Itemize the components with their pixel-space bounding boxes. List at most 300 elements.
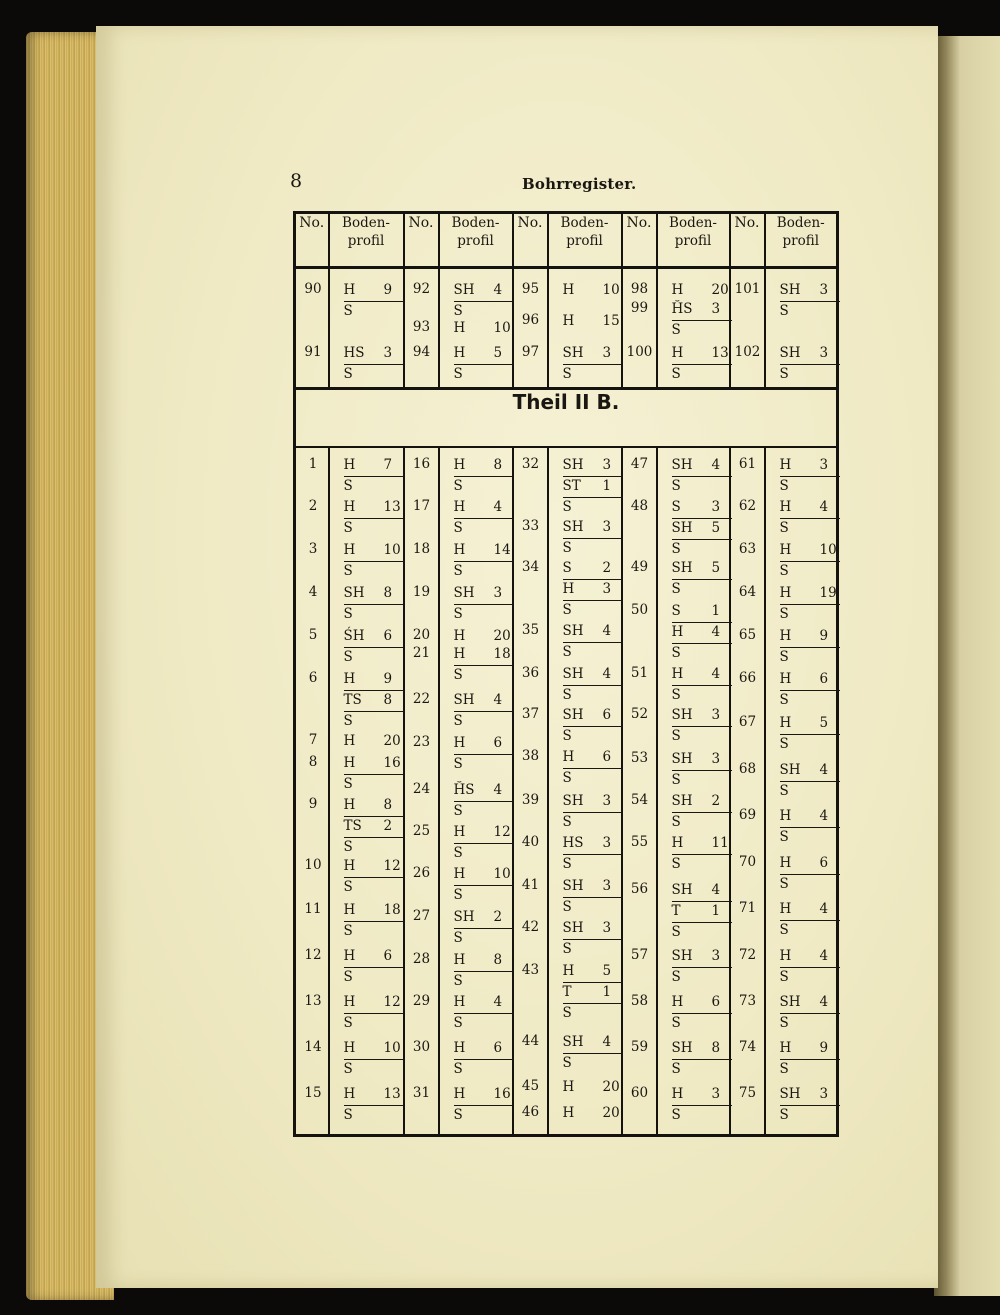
layer-depth: 3 [711, 751, 721, 767]
layer-depth: 9 [819, 628, 829, 644]
profile-layer [454, 971, 514, 991]
no-column-box [296, 448, 328, 1134]
layer-symbol: H [343, 1040, 356, 1056]
profile-layer [672, 726, 732, 746]
layer-symbol: H [562, 313, 575, 329]
layer-symbol: S [453, 478, 463, 494]
profile-layer [344, 1105, 404, 1125]
entry-number: 11 [304, 901, 322, 917]
layer-symbol: S [343, 649, 353, 665]
layer-symbol: TS [343, 692, 362, 708]
layer-depth: 3 [602, 457, 612, 473]
layer-symbol: H [453, 735, 466, 751]
profile-layer [454, 734, 514, 753]
layer-symbol: T [671, 903, 681, 919]
profile-column [657, 268, 730, 389]
layer-depth: 6 [493, 735, 503, 751]
entry-number: 63 [738, 541, 757, 557]
soil-profile-entry [454, 584, 514, 624]
no-column [513, 447, 548, 1136]
profile-layer [563, 642, 623, 662]
layer-depth: 10 [383, 542, 401, 558]
entry-number: 22 [412, 691, 431, 707]
layer-depth: 20 [711, 282, 729, 298]
profile-layer [344, 857, 404, 876]
soil-profile-entry [780, 456, 840, 496]
layer-depth: 9 [383, 671, 393, 687]
soil-profile-entry [454, 734, 514, 774]
profile-layer [672, 602, 732, 621]
layer-symbol: H̆S [671, 301, 693, 317]
layer-depth: 5 [602, 963, 612, 979]
layer-depth: 16 [493, 1086, 511, 1102]
bottom-block-row [295, 447, 838, 1136]
layer-symbol: SH [779, 345, 801, 361]
entry-number: 56 [630, 881, 649, 897]
header-profile-line1: Boden- [342, 215, 390, 231]
profile-layer [344, 1013, 404, 1033]
soil-profile-entry [454, 627, 514, 646]
soil-profile-entry [672, 456, 732, 496]
header-profile-line2: profil [347, 233, 385, 250]
layer-symbol: H [671, 1086, 684, 1102]
profile-column-box [330, 269, 403, 387]
profile-layer [563, 877, 623, 896]
entry-number: 64 [738, 584, 757, 600]
layer-symbol: S [671, 924, 681, 940]
layer-symbol: H [562, 581, 575, 597]
layer-symbol: SH [562, 666, 584, 682]
profile-layer [563, 281, 623, 300]
soil-profile-entry [454, 691, 514, 731]
layer-symbol: S [453, 973, 463, 989]
profile-layer [780, 344, 840, 363]
profile-layer [344, 816, 404, 836]
profile-layer [454, 711, 514, 731]
entry-number: 92 [412, 281, 431, 297]
profile-column-box [766, 448, 837, 1134]
profile-layer [780, 854, 840, 873]
soil-profile-entry [454, 541, 514, 581]
entry-number: 65 [738, 627, 757, 643]
profile-layer [344, 711, 404, 731]
layer-symbol: H [562, 1105, 575, 1121]
profile-layer [672, 1039, 732, 1058]
layer-symbol: S [562, 560, 572, 576]
profile-layer [563, 962, 623, 981]
entry-number: 30 [412, 1039, 431, 1055]
profile-layer [780, 734, 840, 754]
layer-symbol: S [671, 366, 681, 382]
profile-layer [454, 665, 514, 685]
profile-layer [672, 947, 732, 966]
header-no: No. [295, 213, 329, 268]
no-column-box [514, 448, 547, 1134]
profile-layer [454, 993, 514, 1012]
layer-depth: 6 [602, 749, 612, 765]
profile-layer [780, 561, 840, 581]
layer-symbol: H [343, 948, 356, 964]
layer-depth: 4 [493, 782, 503, 798]
soil-profile-entry [672, 498, 732, 559]
layer-symbol: S [779, 563, 789, 579]
profile-layer [454, 691, 514, 710]
entry-number: 95 [521, 281, 540, 297]
profile-layer [344, 498, 404, 517]
soil-profile-entry [780, 344, 840, 384]
profile-layer [672, 967, 732, 987]
layer-symbol: S [779, 783, 789, 799]
layer-symbol: H [453, 457, 466, 473]
entry-number: 98 [630, 281, 649, 297]
layer-symbol: S [562, 856, 572, 872]
profile-layer [672, 281, 732, 300]
layer-depth: 3 [493, 585, 503, 601]
profile-layer [672, 706, 732, 725]
layer-depth: 3 [711, 1086, 721, 1102]
layer-symbol: S [343, 1061, 353, 1077]
layer-symbol: H [343, 994, 356, 1010]
layer-depth: 18 [493, 646, 511, 662]
layer-symbol: S [343, 776, 353, 792]
layer-symbol: S [343, 366, 353, 382]
soil-profile-entry [563, 622, 623, 662]
soil-profile-entry [563, 962, 623, 1023]
layer-symbol: SH [562, 793, 584, 809]
no-column [730, 447, 765, 1136]
profile-layer [454, 1039, 514, 1058]
profile-layer [780, 627, 840, 646]
profile-layer [780, 1013, 840, 1033]
layer-depth: 12 [383, 994, 401, 1010]
layer-depth: 4 [711, 666, 721, 682]
profile-layer [780, 456, 840, 475]
no-column [295, 268, 329, 389]
profile-layer [563, 665, 623, 684]
layer-depth: 4 [602, 1034, 612, 1050]
entry-number: 29 [412, 993, 431, 1009]
layer-symbol: H [453, 952, 466, 968]
profile-layer [672, 792, 732, 811]
profile-layer [344, 561, 404, 581]
layer-symbol: SH [779, 282, 801, 298]
layer-depth: 8 [493, 952, 503, 968]
entry-number: 100 [626, 344, 653, 360]
no-column [730, 268, 765, 389]
layer-symbol: H [453, 866, 466, 882]
layer-symbol: S [671, 645, 681, 661]
entry-number: 5 [308, 627, 318, 643]
profile-column [765, 447, 838, 1136]
soil-profile-entry [454, 456, 514, 496]
soil-profile-entry [344, 796, 404, 857]
entry-number: 40 [521, 834, 540, 850]
layer-depth: 3 [819, 282, 829, 298]
entry-number: 61 [738, 456, 757, 472]
layer-symbol: H [343, 1086, 356, 1102]
header-profile [439, 213, 513, 268]
profile-layer [780, 920, 840, 940]
soil-profile-entry [672, 281, 732, 300]
profile-column-box [330, 448, 403, 1134]
profile-layer [780, 1085, 840, 1104]
layer-symbol: ST [562, 478, 581, 494]
layer-depth: 2 [711, 793, 721, 809]
layer-symbol: S [562, 1055, 572, 1071]
profile-layer [344, 627, 404, 646]
layer-symbol: H [453, 1040, 466, 1056]
profile-layer [563, 364, 623, 384]
profile-layer [454, 364, 514, 384]
header-profile [329, 213, 404, 268]
soil-profile-entry [672, 881, 732, 942]
layer-depth: 8 [383, 692, 393, 708]
layer-symbol: S [562, 687, 572, 703]
layer-symbol: SH [779, 762, 801, 778]
layer-depth: 3 [602, 878, 612, 894]
layer-symbol: S [453, 667, 463, 683]
profile-layer [672, 344, 732, 363]
profile-layer [454, 518, 514, 538]
soil-profile-entry [672, 559, 732, 599]
layer-symbol: S [671, 1061, 681, 1077]
layer-depth: 3 [602, 581, 612, 597]
soil-profile-entry [344, 1085, 404, 1125]
soil-profile-entry [672, 947, 732, 987]
entry-number: 4 [308, 584, 318, 600]
layer-symbol: SH [671, 948, 693, 964]
profile-layer [344, 518, 404, 538]
entry-number: 25 [412, 823, 431, 839]
profile-layer [454, 908, 514, 927]
layer-symbol: S [671, 581, 681, 597]
layer-symbol: H [453, 320, 466, 336]
soil-profile-entry [454, 645, 514, 685]
layer-symbol: SH [671, 882, 693, 898]
profile-layer [454, 951, 514, 970]
profile-layer [672, 476, 732, 496]
layer-depth: 20 [602, 1079, 620, 1095]
profile-layer [563, 685, 623, 705]
layer-symbol: SH [343, 585, 365, 601]
profile-layer [454, 561, 514, 581]
entry-number: 96 [521, 312, 540, 328]
layer-symbol: H [779, 499, 792, 515]
soil-profile-entry [344, 1039, 404, 1079]
profile-layer [454, 865, 514, 884]
profile-layer [672, 456, 732, 475]
profile-layer [454, 823, 514, 842]
layer-depth: 4 [711, 457, 721, 473]
profile-layer [454, 476, 514, 496]
layer-depth: 4 [819, 948, 829, 964]
entry-number: 31 [412, 1085, 431, 1101]
layer-symbol: H [562, 282, 575, 298]
layer-depth: 4 [602, 623, 612, 639]
soil-profile-entry [563, 344, 623, 384]
header-profile [765, 213, 838, 268]
soil-profile-entry [780, 498, 840, 538]
layer-symbol: S [562, 899, 572, 915]
profile-column-box [440, 448, 512, 1134]
profile-layer [672, 993, 732, 1012]
profile-layer [780, 807, 840, 826]
profile-layer [344, 921, 404, 941]
profile-layer [672, 643, 732, 663]
profile-layer [780, 301, 840, 321]
profile-layer [454, 885, 514, 905]
layer-symbol: S [343, 303, 353, 319]
layer-symbol: S [562, 366, 572, 382]
layer-depth: 4 [819, 808, 829, 824]
layer-symbol: S [453, 563, 463, 579]
profile-layer [344, 993, 404, 1012]
profile-column-box [440, 269, 512, 387]
profile-layer [780, 584, 840, 603]
layer-depth: 6 [819, 671, 829, 687]
layer-depth: 1 [602, 984, 612, 1000]
page-number: 8 [290, 170, 303, 192]
profile-layer [672, 559, 732, 578]
profile-layer [344, 754, 404, 773]
profile-layer [344, 901, 404, 920]
profile-layer [672, 854, 732, 874]
profile-layer [454, 498, 514, 517]
section-cell [295, 389, 838, 448]
profile-layer [780, 604, 840, 624]
layer-symbol: S [779, 922, 789, 938]
soil-profile-entry [454, 1085, 514, 1125]
layer-symbol: H [779, 1040, 792, 1056]
layer-symbol: H [343, 902, 356, 918]
layer-symbol: S [562, 644, 572, 660]
no-column-box [731, 448, 764, 1134]
entry-number: 28 [412, 951, 431, 967]
profile-layer [672, 364, 732, 384]
soil-profile-entry [780, 584, 840, 624]
profile-layer [563, 982, 623, 1002]
layer-symbol: S [343, 839, 353, 855]
profile-layer [454, 801, 514, 821]
layer-depth: 3 [602, 793, 612, 809]
layer-symbol: H [453, 824, 466, 840]
layer-depth: 10 [819, 542, 837, 558]
no-column-box [623, 448, 656, 1134]
profile-layer [344, 541, 404, 560]
soil-profile-entry [780, 1039, 840, 1079]
layer-depth: 19 [819, 585, 837, 601]
page-title: Bohrregister. [522, 175, 637, 193]
layer-depth: 13 [383, 499, 401, 515]
layer-symbol: S [453, 1061, 463, 1077]
entry-number: 70 [738, 854, 757, 870]
profile-layer [780, 761, 840, 780]
profile-column [329, 268, 404, 389]
layer-symbol: SH [671, 707, 693, 723]
layer-symbol: S [453, 713, 463, 729]
profile-layer [454, 541, 514, 560]
layer-symbol: S [453, 756, 463, 772]
soil-profile-entry [454, 319, 514, 338]
layer-depth: 10 [602, 282, 620, 298]
layer-symbol: S [671, 1015, 681, 1031]
entry-number: 46 [521, 1104, 540, 1120]
soil-profile-entry [344, 901, 404, 941]
layer-depth: 3 [602, 920, 612, 936]
profile-layer [672, 539, 732, 559]
soil-profile-entry [563, 456, 623, 517]
profile-layer [672, 881, 732, 900]
soil-profile-entry [454, 498, 514, 538]
profile-layer [454, 319, 514, 338]
profile-column-box [658, 448, 729, 1134]
header-profile-line1: Boden- [776, 215, 825, 231]
soil-profile-entry [780, 947, 840, 987]
layer-symbol: H [779, 671, 792, 687]
profile-layer [780, 947, 840, 966]
profile-layer [780, 874, 840, 894]
profile-column [439, 268, 513, 389]
header-profile-line1: Boden- [451, 215, 500, 231]
entry-number: 42 [521, 919, 540, 935]
layer-depth: 5 [711, 560, 721, 576]
entry-number: 60 [630, 1085, 649, 1101]
layer-symbol: H [343, 542, 356, 558]
profile-layer [454, 584, 514, 603]
entry-number: 14 [304, 1039, 322, 1055]
layer-depth: 3 [819, 345, 829, 361]
layer-symbol: H [453, 646, 466, 662]
layer-symbol: S [779, 1015, 789, 1031]
header-row [295, 213, 838, 268]
layer-symbol: SH [453, 585, 475, 601]
layer-depth: 4 [493, 692, 503, 708]
profile-layer [672, 622, 732, 642]
profile-layer [454, 604, 514, 624]
entry-number: 32 [521, 456, 540, 472]
soil-profile-entry [780, 900, 840, 940]
layer-symbol: H [671, 835, 684, 851]
profile-layer [672, 1105, 732, 1125]
entry-number: 12 [304, 947, 322, 963]
layer-symbol: SH [671, 1040, 693, 1056]
header-profile-line2: profil [566, 233, 603, 250]
profile-layer [563, 1003, 623, 1023]
soil-profile-entry [344, 456, 404, 496]
layer-symbol: SH [453, 282, 475, 298]
layer-depth: 10 [383, 1040, 401, 1056]
no-column [404, 268, 439, 389]
soil-profile-entry [454, 993, 514, 1033]
soil-profile-entry [563, 748, 623, 788]
profile-layer [780, 498, 840, 517]
profile-layer [563, 579, 623, 599]
header-profile-line1: Boden- [669, 215, 717, 231]
layer-depth: 3 [602, 519, 612, 535]
layer-depth: 3 [819, 457, 829, 473]
no-column-box [514, 269, 547, 387]
layer-depth: 6 [383, 948, 393, 964]
profile-layer [344, 456, 404, 475]
layer-symbol: SH [562, 623, 584, 639]
soil-profile-entry [563, 1078, 623, 1097]
layer-depth: 3 [383, 345, 393, 361]
layer-symbol: S [779, 829, 789, 845]
layer-depth: 3 [602, 345, 612, 361]
no-column-box [623, 269, 656, 387]
layer-symbol: H [779, 715, 792, 731]
profile-layer [563, 1104, 623, 1123]
